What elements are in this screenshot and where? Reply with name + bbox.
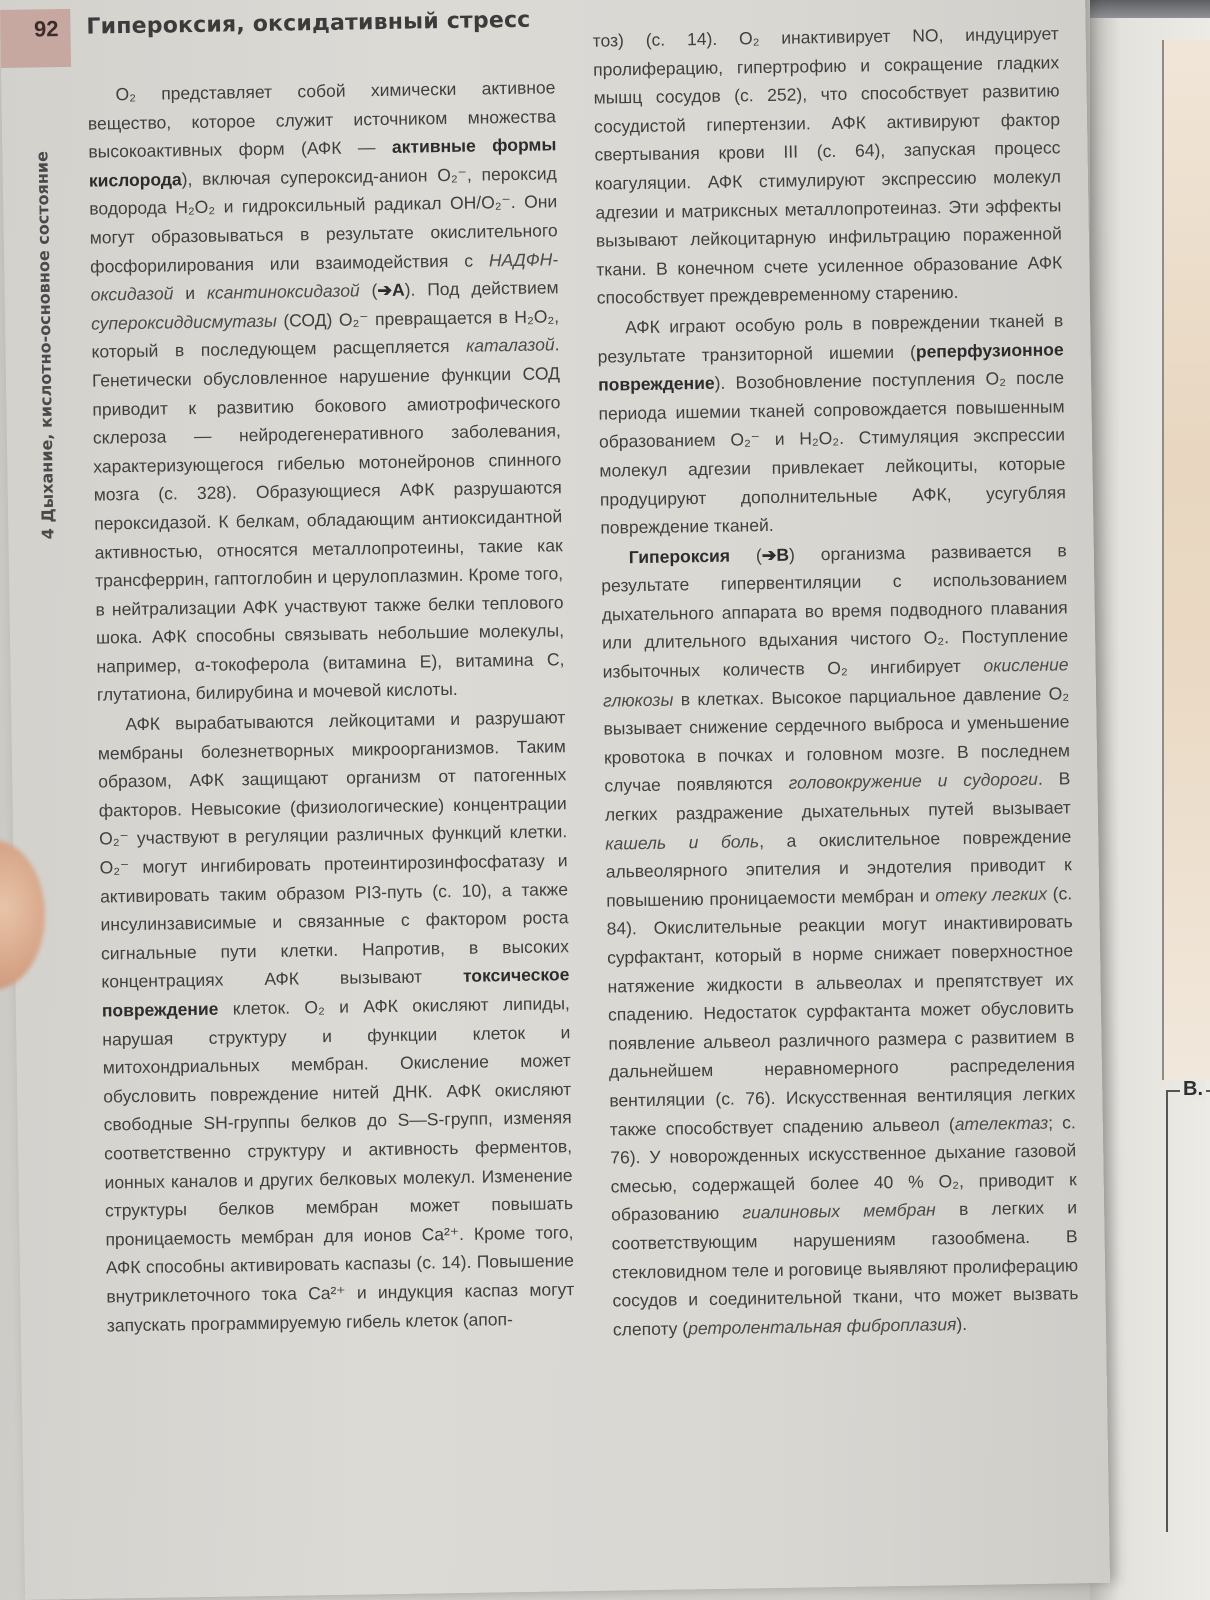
bold-term: ➔B: [761, 544, 790, 565]
text-run: (: [359, 280, 378, 301]
text-run: в легких и соответствующим нарушениям газообмена. В стекловидном теле и роговице выявляют пролиферацию сосудов и соединительной ткани, что может вызвать слепоту (: [611, 1197, 1079, 1340]
italic-term: кашель и боль: [605, 830, 760, 854]
paragraph: [97, 703, 575, 1339]
bold-term: ➔A: [377, 279, 405, 301]
italic-term: ксантиноксидазой: [206, 280, 360, 303]
text-run: и: [173, 282, 208, 304]
chapter-running-head: 4 Дыхание, кислотно-основное состояние: [32, 150, 58, 540]
text-column-left: [87, 73, 575, 1340]
facing-page-figure-frame: [1166, 1090, 1210, 1532]
text-run: в клетках. Высокое парциальное давление O₂ вызывает снижение сердечного выброса и уменьшение кровотока в почках и головном мозге. В последнем случае появляются: [603, 682, 1071, 797]
text-run: (СОД) O₂⁻ превращается в H₂O₂, который в последующем расщепляется: [91, 306, 560, 362]
paragraph: [601, 536, 1080, 1344]
paragraph: [597, 306, 1067, 542]
bold-term: токсическое повреждение: [101, 964, 570, 1021]
text-run: (: [729, 544, 762, 566]
bold-term: реперфузионное повреждение: [597, 338, 1064, 395]
text-run: ). Под действием: [404, 277, 559, 300]
italic-term: НАДФН-оксидазой: [90, 248, 559, 305]
text-run: ). Возобновление поступления O₂ после периода ишемии тканей сопровождается повышенным образованием O₂⁻ и H₂O₂. Стимуляция экспрессии молекул адгезии привлекает лейкоциты, которые продуцируют дополнительные АФК, усугубляя повреждение тканей.: [598, 367, 1067, 538]
paragraph: [592, 19, 1062, 312]
italic-term: каталазой: [465, 334, 555, 357]
italic-term: ретролентальная фиброплазия: [687, 1313, 957, 1339]
text-run: ) организма развивается в результате гипервентиляции с использованием дыхательного аппарата во время подводного плавания или длительного вдыхания чистого O₂. Поступление избыточных количеств O₂ ингибирует: [601, 540, 1069, 682]
page-number: 92: [0, 9, 71, 68]
italic-term: гиалиновых мембран: [742, 1199, 936, 1223]
text-run: ; с. 76). У новорожденных искусственное дыхание газовой смесью, содержащей более 40 % O₂, приводит к образованию: [610, 1111, 1077, 1225]
facing-page-figure-label: В.: [1180, 1078, 1206, 1101]
top-corner-shadow: [1090, 0, 1210, 18]
text-run: . Генетически обусловленное нарушение функции СОД приводит к развитию бокового амиотрофического склероза — нейродегенеративного заболевания, характеризующегося гибелью мотонейронов спинного мозга (с. 328). Образующиеся АФК разрушаются пероксидазой. К белкам, обладающим антиоксидантной активностью, относятся металлопротеины, такие как трансферрин, гаптоглобин и церулоплазмин. Кроме того, в нейтрализации АФК участвуют также белки теплового шока. АФК способны связывать небольшие молекулы, например, α-токоферола (витамина E), витамина C, глутатиона, билирубина и мочевой кислоты.: [91, 334, 565, 706]
bold-term: активные формы кислорода: [88, 134, 557, 191]
text-run: , а окислительное повреждение альвеолярного эпителия и эндотелия приводит к повышению проницаемости мембран и: [605, 825, 1072, 911]
facing-page-figure-strip: [1162, 40, 1210, 1080]
italic-term: отеку легких: [935, 883, 1048, 906]
page-title: Гипероксия, оксидативный стресс: [86, 7, 531, 40]
text-run: тоз) (с. 14). O₂ инактивирует NO, индуцирует пролиферацию, гипертрофию и сокращение гладких мышц сосудов (с. 252), что способствует развитию сосудистой гипертензии. АФК активируют фактор свертывания крови III (с. 64), запуская процесс коагуляции. АФК стимулируют экспрессию молекул адгезии и матриксных металлопротеиназ. Эти эффекты вызывают лейкоцитарную инфильтрацию пораженной ткани. В конечном счете усиленное образование АФК способствует преждевременному старению.: [592, 23, 1063, 309]
text-run: АФК играют особую роль в повреждении тканей в результате транзиторной ишемии (: [597, 310, 1064, 367]
bold-term: Гипероксия: [628, 545, 731, 567]
text-run: ).: [956, 1313, 968, 1334]
text-run: (с. 84). Окислительные реакции могут инактивировать сурфактант, который в норме снижает поверхностное натяжение жидкости в альвеолах и препятствует их спадению. Недостаток сурфактанта может обусловить появление альвеол различного размера с развитием в дальнейшем неравномерного распределения вентиляции (с. 76). Искусственная вентиляция легких также способствует спадению альвеол (: [606, 883, 1076, 1140]
text-run: O₂ представляет собой химически активное вещество, которое служит источником множества высокоактивных форм (АФК —: [87, 77, 557, 162]
text-run: клеток. O₂ и АФК окисляют липиды, нарушая структуру и функции клеток и митохондриальных мембран. Окисление может обусловить повреждение нитей ДНК. АФК окисляют свободные SH-группы белков до S—S-групп, изменяя соответственно структуру и активность ферментов, ионных каналов и других белковых молекул. Изменение структуры белков мембран может повышать проницаемость мембран для ионов Ca²⁺. Кроме того, АФК способны активировать каспазы (с. 14). Повышение внутриклеточного тока Ca²⁺ и индукция каспаз могут запускать программируемую гибель клеток (апоп-: [102, 993, 575, 1336]
text-column-right: [592, 19, 1079, 1344]
italic-term: супероксиддисмутазы: [90, 310, 278, 334]
text-run: ), включая супероксид-анион O₂⁻, пероксид водорода H₂O₂ и гидроксильный радикал OH/O₂⁻. Они могут образовываться в результате окислительного фосфорилирования или взаимодействия с: [89, 163, 558, 277]
italic-term: окисление глюкозы: [602, 654, 1069, 711]
text-run: АФК вырабатываются лейкоцитами и разрушают мембраны болезнетворных микроорганизмов. Таким образом, АФК защищают организм от патогенных факторов. Невысокие (физиологические) концентрации O₂⁻ участвуют в регуляции различных функций клетки. O₂⁻ могут ингибировать протеинтирозинфосфатазу и активировать таким образом PI3-путь (с. 10), а также инсулинзависимые и связанные с фактором роста сигнальные пути клетки. Напротив, в высоких концентрациях АФК вызывают: [97, 707, 570, 992]
italic-term: ателектаз: [954, 1112, 1049, 1134]
paragraph: [87, 73, 565, 709]
text-run: . В легких раздражение дыхательных путей вызывает: [604, 768, 1071, 825]
italic-term: головокружение и судороги: [788, 769, 1039, 794]
